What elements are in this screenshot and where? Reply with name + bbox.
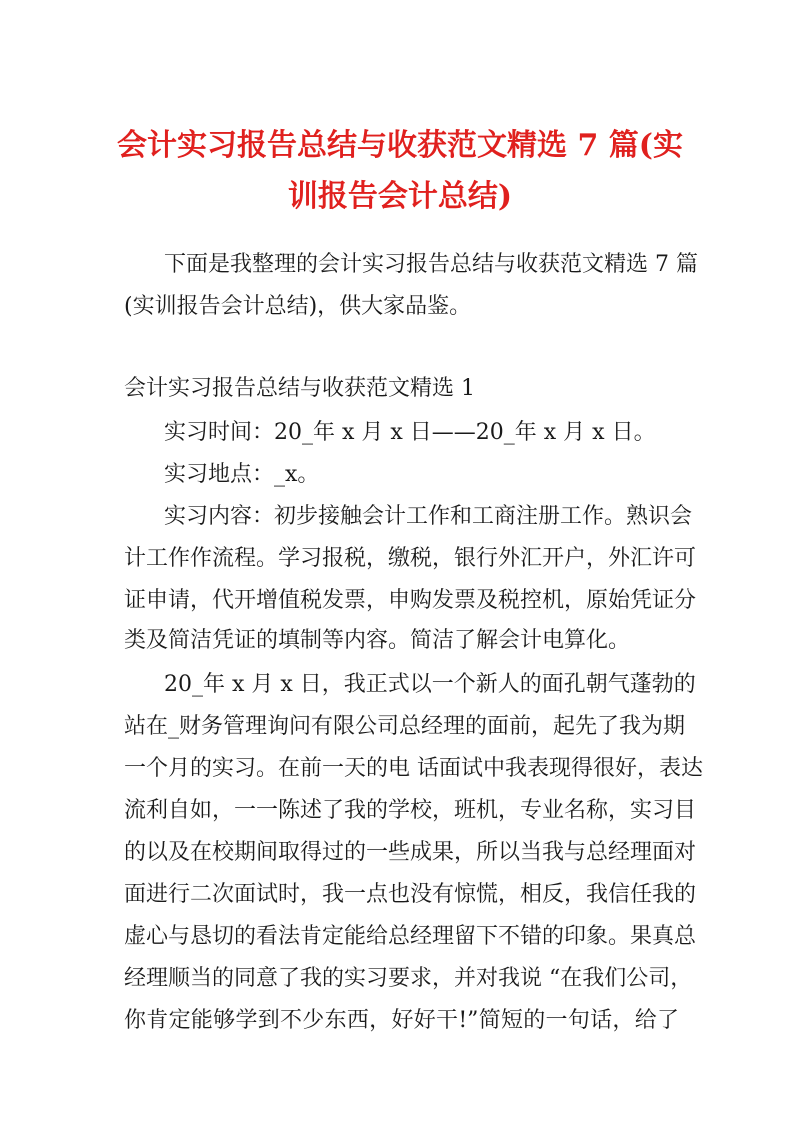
internship-time: 实习时间：20_年 x 月 x 日——20_年 x 月 x 日。 [164, 420, 656, 445]
document-title-line-1: 会计实习报告总结与收获范文精选 7 篇(实 [117, 128, 683, 163]
story-line-6: 面进行二次面试时，我一点也没有惊慌，相反，我信任我的 [124, 882, 697, 907]
story-line-5: 的以及在校期间取得过的一些成果，所以当我与总经理面对 [124, 840, 697, 865]
intro-line-2: (实训报告会计总结)，供大家品鉴。 [124, 294, 472, 319]
content-line-4: 类及简洁凭证的填制等内容。简洁了解会计电算化。 [124, 628, 631, 653]
story-line-9: 你肯定能够学到不少东西，好好干!”简短的一句话，给了 [124, 1008, 679, 1033]
story-line-8: 经理顺当的同意了我的实习要求，并对我说 “在我们公司， [124, 966, 693, 991]
story-line-2: 站在_财务管理询问有限公司总经理的面前，起先了我为期 [124, 714, 686, 739]
section-heading: 会计实习报告总结与收获范文精选 1 [124, 376, 475, 401]
story-line-4: 流利自如，一一陈述了我的学校，班机，专业名称，实习目 [124, 798, 697, 823]
story-line-3: 一个月的实习。在前一天的电 话面试中我表现得很好，表达 [124, 756, 703, 781]
story-line-7: 虚心与恳切的看法肯定能给总经理留下不错的印象。果真总 [124, 924, 697, 949]
content-line-1: 实习内容：初步接触会计工作和工商注册工作。熟识会 [164, 504, 693, 529]
content-line-2: 计工作作流程。学习报税，缴税，银行外汇开户，外汇许可 [124, 546, 697, 571]
intro-line-1: 下面是我整理的会计实习报告总结与收获范文精选 7 篇 [164, 252, 698, 277]
document-title-line-2: 训报告会计总结) [287, 179, 513, 214]
internship-place: 实习地点：_x。 [164, 462, 320, 487]
content-line-3: 证申请，代开增值税发票，申购发票及税控机，原始凭证分 [124, 588, 697, 613]
story-line-1: 20_年 x 月 x 日，我正式以一个新人的面孔朝气蓬勃的 [164, 672, 696, 697]
